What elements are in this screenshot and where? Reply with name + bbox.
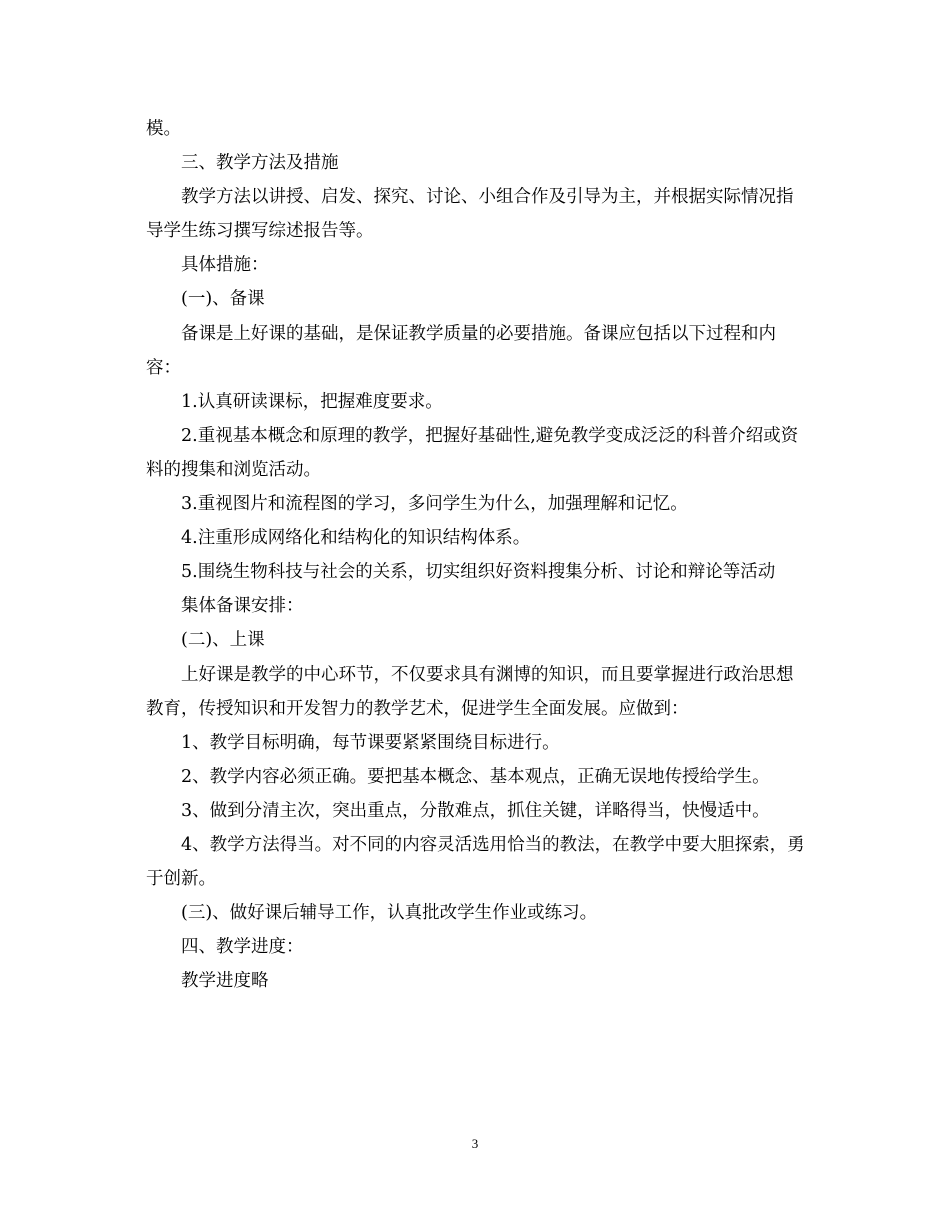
list-item: 1.认真研读课标，把握难度要求。 <box>181 391 443 412</box>
subsection-heading: (三)、做好课后辅导工作，认真批改学生作业或练习。 <box>181 903 598 924</box>
paragraph: 教学进度略 <box>181 971 269 992</box>
section-heading: 四、教学进度： <box>181 937 304 958</box>
section-heading: 三、教学方法及措施 <box>181 153 339 174</box>
list-item: 5.围绕生物科技与社会的关系，切实组织好资料搜集分析、讨论和辩论等活动 <box>181 562 776 583</box>
list-item: 4.注重形成网络化和结构化的知识结构体系。 <box>181 528 531 549</box>
list-item: 2.重视基本概念和原理的教学，把握好基础性,避免教学变成泛泛的科普介绍或资料的搜集和浏览活动。 <box>146 425 799 480</box>
list-item: 3.重视图片和流程图的学习，多问学生为什么，加强理解和记忆。 <box>181 494 688 515</box>
list-item: 2、教学内容必须正确。要把基本概念、基本观点，正确无误地传授给学生。 <box>181 766 770 787</box>
paragraph: 备课是上好课的基础，是保证教学质量的必要措施。备课应包括以下过程和内容： <box>146 323 776 378</box>
list-item: 4、教学方法得当。对不同的内容灵活选用恰当的教法，在教学中要大胆探索，勇于创新。 <box>146 834 805 890</box>
subsection-heading: (二)、上课 <box>181 630 265 651</box>
paragraph: 模。 <box>146 119 181 139</box>
paragraph: 上好课是教学的中心环节，不仅要求具有渊博的知识，而且要掌握进行政治思想教育，传授知识和开发智力的教学艺术，促进学生全面发展。应做到： <box>146 664 794 719</box>
list-item: 3、做到分清主次，突出重点，分散难点，抓住关键，详略得当，快慢适中。 <box>181 800 770 821</box>
paragraph: 教学方法以讲授、启发、探究、讨论、小组合作及引导为主，并根据实际情况指导学生练习撰写综述报告等。 <box>146 187 794 242</box>
page-number: 3 <box>471 1136 479 1151</box>
document-body <box>146 112 806 998</box>
list-item: 1、教学目标明确，每节课要紧紧围绕目标进行。 <box>181 732 560 753</box>
subsection-heading: (一)、备课 <box>181 289 265 310</box>
paragraph: 集体备课安排： <box>181 596 304 617</box>
paragraph: 具体措施： <box>181 255 269 276</box>
